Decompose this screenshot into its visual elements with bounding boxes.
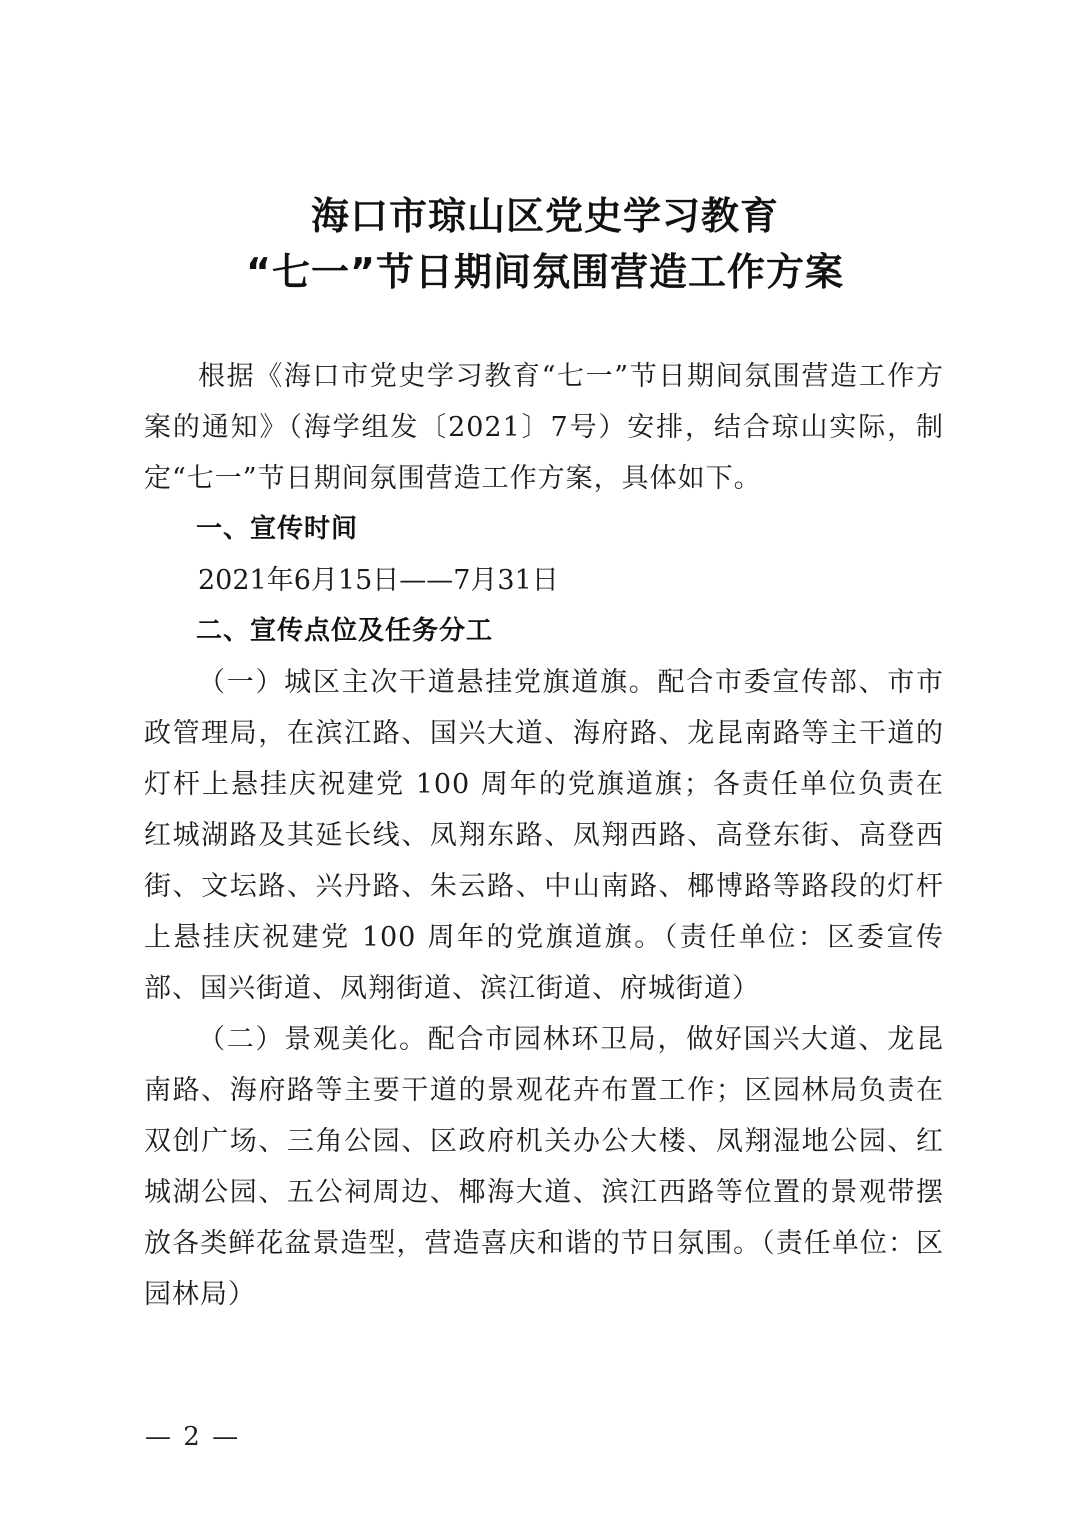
- section-1-heading: 一、宣传时间: [196, 514, 359, 544]
- intro-paragraph: 根据《海口市党史学习教育“七一”节日期间氛围营造工作方案的通知》（海学组发〔2021〕7号）安排，结合琼山实际，制定“七一”节日期间氛围营造工作方案，具体如下。: [144, 361, 944, 494]
- section-2-heading: 二、宣传点位及任务分工: [196, 616, 494, 646]
- item-2-paragraph: （二）景观美化。配合市园林环卫局，做好国兴大道、龙昆南路、海府路等主要干道的景观花卉布置工作；区园林局负责在双创广场、三角公园、区政府机关办公大楼、凤翔湿地公园、红城湖公园、五公祠周边、椰海大道、滨江西路等位置的景观带摆放各类鲜花盆景造型，营造喜庆和谐的节日氛围。（责任单位：区园林局）: [144, 1024, 944, 1310]
- document-title-line-2: “七一”节日期间氛围营造工作方案: [246, 250, 844, 294]
- page-number: — 2 —: [145, 1422, 241, 1452]
- section-1-date: 2021年6月15日——7月31日: [198, 565, 559, 596]
- document-body: [144, 351, 944, 1320]
- document-title-line-1: 海口市琼山区党史学习教育: [310, 194, 779, 238]
- item-1-paragraph: （一）城区主次干道悬挂党旗道旗。配合市委宣传部、市市政管理局，在滨江路、国兴大道、海府路、龙昆南路等主干道的灯杆上悬挂庆祝建党 100 周年的党旗道旗；各责任单位负责在红城湖路及其延长线、凤翔东路、凤翔西路、高登东街、高登西街、文坛路、兴丹路、朱云路、中山南路、椰博路等路段的灯杆上悬挂庆祝建党 100 周年的党旗道旗。（责任单位：区委宣传部、国兴街道、凤翔街道、滨江街道、府城街道）: [144, 667, 944, 1004]
